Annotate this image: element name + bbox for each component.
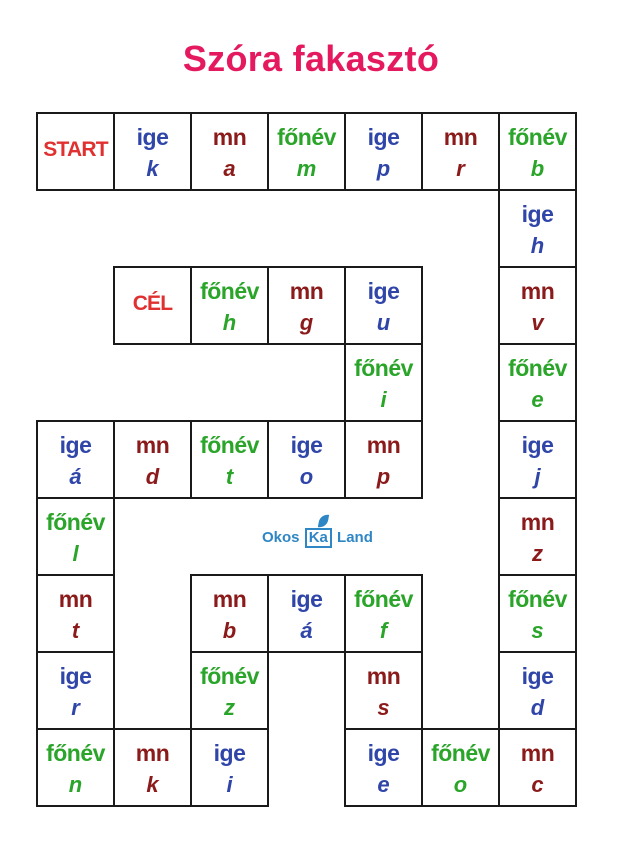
cell-letter: r: [71, 695, 80, 720]
board-cell-ige: [267, 420, 346, 499]
board-cell-ige: [498, 189, 577, 268]
board-cell-fonev: [190, 651, 269, 730]
cell-word: ige: [59, 663, 92, 689]
cell-letter: l: [72, 541, 79, 566]
cell-word: főnév: [46, 509, 105, 535]
cell-letter: h: [530, 233, 545, 258]
cell-letter: u: [376, 310, 391, 335]
board-cell-mn: [498, 266, 577, 345]
board-cell-ige: [344, 728, 423, 807]
cell-word: főnév: [200, 432, 259, 458]
board-cell-mn: [113, 728, 192, 807]
cell-letter: h: [222, 310, 237, 335]
cell-letter: á: [300, 618, 313, 643]
cell-letter: á: [69, 464, 82, 489]
cell-letter: z: [224, 695, 235, 720]
cell-word: ige: [521, 663, 554, 689]
cell-letter: f: [379, 618, 388, 643]
cell-word: főnév: [508, 124, 567, 150]
board-cell-ige: [267, 574, 346, 653]
board-cell-mn: [113, 420, 192, 499]
cell-letter: k: [146, 156, 159, 181]
cell-word: mn: [366, 432, 401, 458]
board-cell-mn: [190, 112, 269, 191]
cell-letter: g: [299, 310, 314, 335]
board-cell-mn: [190, 574, 269, 653]
cell-word: mn: [520, 509, 555, 535]
cell-letter: t: [71, 618, 80, 643]
page-title: Szóra fakasztó: [182, 38, 440, 79]
cell-word: főnév: [354, 355, 413, 381]
cell-letter: i: [226, 772, 233, 797]
cell-word: ige: [290, 586, 323, 612]
cell-word: mn: [289, 278, 324, 304]
cell-letter: k: [146, 772, 159, 797]
logo-text-okos: Okos: [262, 529, 300, 546]
cell-word: mn: [366, 663, 401, 689]
cell-word: mn: [58, 586, 93, 612]
cell-word: START: [43, 138, 108, 161]
cell-letter: b: [222, 618, 237, 643]
cell-letter: p: [376, 464, 391, 489]
cell-letter: t: [225, 464, 234, 489]
cell-word: ige: [136, 124, 169, 150]
board-cell-ige: [36, 651, 115, 730]
board-cell-ige: [498, 420, 577, 499]
cell-letter: e: [377, 772, 390, 797]
cell-letter: a: [223, 156, 236, 181]
board-cell-fonev: [498, 112, 577, 191]
board-cell-mn: [344, 420, 423, 499]
board-cell-mn: [267, 266, 346, 345]
cell-word: ige: [290, 432, 323, 458]
cell-word: ige: [367, 278, 400, 304]
logo: [262, 528, 373, 548]
board-cell-ige: [190, 728, 269, 807]
cell-word: mn: [212, 586, 247, 612]
cell-letter: o: [299, 464, 314, 489]
board-cell-mn: [498, 497, 577, 576]
board-cell-ige: [498, 651, 577, 730]
board-cell-fonev: [344, 343, 423, 422]
cell-letter: c: [531, 772, 544, 797]
cell-word: ige: [213, 740, 246, 766]
cell-word: ige: [59, 432, 92, 458]
cell-letter: j: [534, 464, 541, 489]
board-cell-mn: [421, 112, 500, 191]
cell-word: ige: [367, 124, 400, 150]
board-cell-fonev: [190, 420, 269, 499]
cell-letter: d: [145, 464, 160, 489]
board-cell-ige: [113, 112, 192, 191]
cell-word: főnév: [200, 278, 259, 304]
board-cell-fonev: [190, 266, 269, 345]
cell-letter: e: [531, 387, 544, 412]
cell-word: ige: [521, 432, 554, 458]
cell-word: mn: [520, 740, 555, 766]
board-cell-fonev: [267, 112, 346, 191]
cell-word: főnév: [277, 124, 336, 150]
board-cell-mn: [498, 728, 577, 807]
cell-letter: b: [530, 156, 545, 181]
board-cell-ige: [344, 112, 423, 191]
board-cell-fonev: [36, 497, 115, 576]
board-cell-fonev: [498, 574, 577, 653]
board-cell-mn: [344, 651, 423, 730]
cell-word: mn: [443, 124, 478, 150]
cell-word: főnév: [46, 740, 105, 766]
cell-word: CÉL: [132, 292, 173, 315]
logo-text-ka: Ka: [305, 528, 332, 548]
cell-word: mn: [520, 278, 555, 304]
cell-letter: s: [377, 695, 390, 720]
board-cell-start: [36, 112, 115, 191]
cell-word: mn: [135, 432, 170, 458]
cell-word: ige: [521, 201, 554, 227]
board-cell-fonev: [36, 728, 115, 807]
board-cell-ige: [344, 266, 423, 345]
board-cell-fonev: [498, 343, 577, 422]
board-cell-fonev: [421, 728, 500, 807]
cell-word: főnév: [508, 586, 567, 612]
board-cell-ige: [36, 420, 115, 499]
cell-word: főnév: [200, 663, 259, 689]
cell-word: főnév: [431, 740, 490, 766]
board-cell-fonev: [344, 574, 423, 653]
cell-letter: s: [531, 618, 544, 643]
cell-word: mn: [212, 124, 247, 150]
logo-text-land: Land: [337, 529, 373, 546]
cell-letter: r: [456, 156, 465, 181]
cell-letter: i: [380, 387, 387, 412]
cell-word: főnév: [508, 355, 567, 381]
cell-letter: o: [453, 772, 468, 797]
cell-letter: v: [531, 310, 544, 335]
cell-letter: p: [376, 156, 391, 181]
cell-word: ige: [367, 740, 400, 766]
cell-letter: z: [532, 541, 543, 566]
cell-letter: n: [68, 772, 83, 797]
board-cell-mn: [36, 574, 115, 653]
cell-word: mn: [135, 740, 170, 766]
cell-letter: m: [296, 156, 317, 181]
board-cell-cél: [113, 266, 192, 345]
cell-letter: d: [530, 695, 545, 720]
cell-word: főnév: [354, 586, 413, 612]
